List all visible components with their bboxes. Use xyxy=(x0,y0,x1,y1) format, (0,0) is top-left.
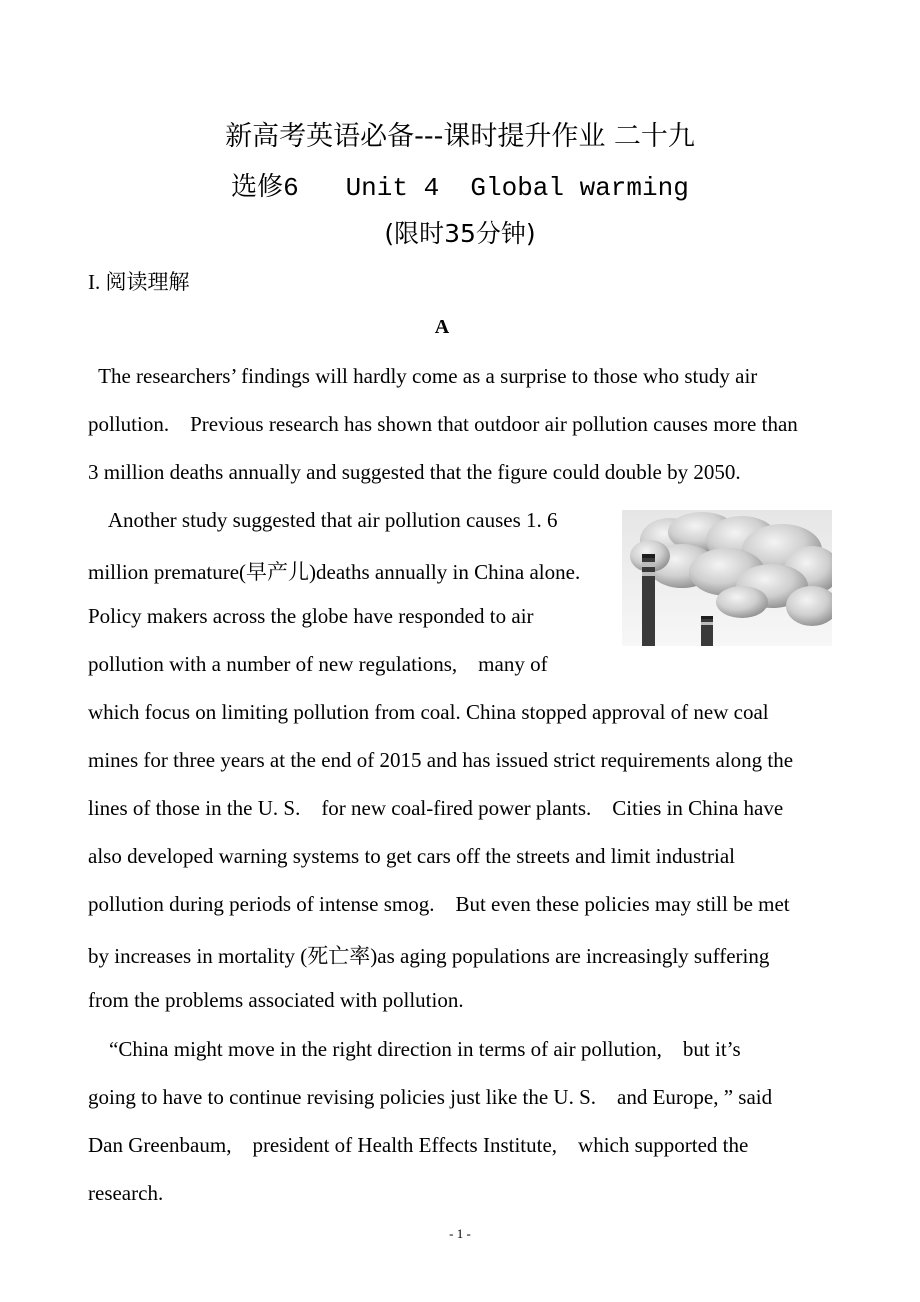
passage-line: research. xyxy=(88,1181,164,1205)
title-line-1: 新高考英语必备---课时提升作业 二十九 xyxy=(225,121,695,152)
passage-line: mines for three years at the end of 2015 and has issued strict requirements along the xyxy=(88,748,794,772)
title-line-2: 选修6 Unit 4 Global warming xyxy=(231,173,689,203)
section-heading: I. 阅读理解 xyxy=(88,270,190,294)
passage-line: pollution with a number of new regulations, many of xyxy=(88,652,548,676)
title-line-3: (限时35分钟) xyxy=(384,219,536,248)
passage-line: pollution during periods of intense smog. But even these policies may still be met xyxy=(88,892,790,916)
passage-label: A xyxy=(434,316,450,338)
passage-line: which focus on limiting pollution from coal. China stopped approval of new coal xyxy=(88,700,769,724)
passage-line: lines of those in the U. S. for new coal-fired power plants. Cities in China have xyxy=(88,796,784,820)
passage-line: pollution. Previous research has shown that outdoor air pollution causes more than xyxy=(88,412,798,436)
smokestack-photo xyxy=(622,510,832,646)
page-number: - 1 - xyxy=(449,1226,471,1241)
passage-line: going to have to continue revising policies just like the U. S. and Europe, ” said xyxy=(88,1085,773,1109)
passage-line: by increases in mortality (死亡率)as aging populations are increasingly suffering xyxy=(88,944,770,968)
passage-line: Another study suggested that air pollution causes 1. 6 xyxy=(88,508,558,532)
passage-line: “China might move in the right direction in terms of air pollution, but it’s xyxy=(88,1037,741,1061)
passage-line: from the problems associated with pollution. xyxy=(88,988,464,1012)
passage-line: also developed warning systems to get cars off the streets and limit industrial xyxy=(88,844,735,868)
passage-line: Dan Greenbaum, president of Health Effects Institute, which supported the xyxy=(88,1133,749,1157)
passage-line: million premature(早产儿)deaths annually in China alone. xyxy=(88,560,581,584)
passage-line: The researchers’ findings will hardly come as a surprise to those who study air xyxy=(88,364,758,388)
passage-line: 3 million deaths annually and suggested that the figure could double by 2050. xyxy=(88,460,741,484)
smokestack-left xyxy=(642,554,655,646)
smokestack-right xyxy=(701,616,713,646)
passage-line: Policy makers across the globe have responded to air xyxy=(88,604,534,628)
